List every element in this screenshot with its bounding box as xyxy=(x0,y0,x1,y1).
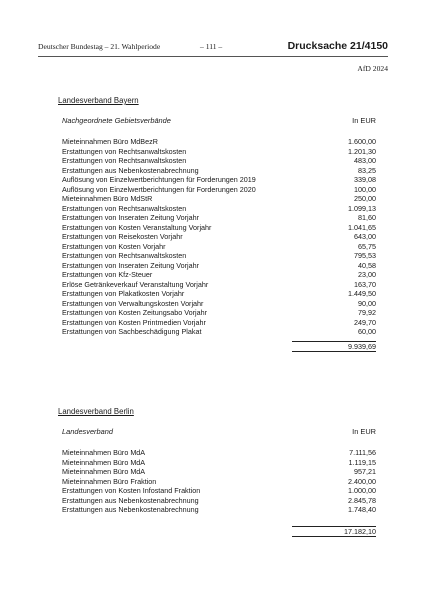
row-amount: 795,53 xyxy=(354,251,376,260)
table-row xyxy=(58,318,376,328)
row-label: Erstattungen von Kosten Zeitungsabo Vorjahr xyxy=(62,308,208,317)
table-row xyxy=(58,137,376,147)
table-row xyxy=(58,448,376,458)
table-row xyxy=(58,261,376,271)
row-amount: 1.041,65 xyxy=(348,222,376,232)
section-landesverband-bayern xyxy=(58,96,376,351)
table-row xyxy=(58,299,376,309)
table-row xyxy=(58,242,376,252)
row-label: Erstattungen von Kosten Vorjahr xyxy=(62,241,166,251)
table-row xyxy=(58,496,376,506)
total-rule-bottom xyxy=(292,351,376,352)
row-label: Erstattungen von Plakatkosten Vorjahr xyxy=(62,289,185,298)
row-amount: 483,00 xyxy=(354,156,376,165)
row-amount: 2.845,78 xyxy=(348,495,376,505)
row-amount: 249,70 xyxy=(354,317,376,327)
row-amount: 81,60 xyxy=(358,213,376,222)
row-amount: 957,21 xyxy=(354,467,376,476)
section-subheader xyxy=(58,427,376,437)
total-block xyxy=(58,337,376,351)
total-block xyxy=(58,515,376,536)
row-label: Erstattungen von Rechtsanwaltskosten xyxy=(62,251,187,260)
row-amount: 1.748,40 xyxy=(348,505,376,514)
row-label: Erlöse Getränkeverkauf Veranstaltung Vorjahr xyxy=(62,279,209,289)
header-document-number: Drucksache 21/4150 xyxy=(287,40,388,52)
header-publication: Deutscher Bundestag – 21. Wahlperiode xyxy=(38,42,161,51)
row-label: Erstattungen von Sachbeschädigung Plakat xyxy=(62,327,202,336)
row-amount: 79,92 xyxy=(358,308,376,317)
table-row xyxy=(58,194,376,204)
row-label: Erstattungen von Kfz-Steuer xyxy=(62,270,153,279)
row-amount: 163,70 xyxy=(354,279,376,289)
row-label: Erstattungen von Rechtsanwaltskosten xyxy=(62,156,187,165)
row-label: Erstattungen von Reisekosten Vorjahr xyxy=(62,232,183,241)
row-label: Erstattungen aus Nebenkostenabrechnung xyxy=(62,165,199,175)
row-label: Erstattungen von Kosten Infostand Fraktion xyxy=(62,486,201,495)
row-label: Mieteinnahmen Büro MdA xyxy=(62,467,146,476)
table-row xyxy=(58,270,376,280)
row-label: Mieteinnahmen Büro Fraktion xyxy=(62,476,157,486)
page-header xyxy=(38,40,388,54)
row-label: Mieteinnahmen Büro MdA xyxy=(62,457,146,467)
table-row xyxy=(58,477,376,487)
income-rows xyxy=(58,137,376,337)
row-label: Erstattungen von Rechtsanwaltskosten xyxy=(62,146,187,156)
row-amount: 1.000,00 xyxy=(348,486,376,495)
section-subtitle: Nachgeordnete Gebietsverbände xyxy=(62,116,171,125)
income-rows xyxy=(58,448,376,515)
section-total: 9.939,69 xyxy=(348,341,376,351)
row-amount: 40,58 xyxy=(358,260,376,270)
row-amount: 2.400,00 xyxy=(348,476,376,486)
currency-unit: In EUR xyxy=(352,116,376,125)
row-amount: 1.119,15 xyxy=(348,457,376,467)
section-total: 17.182,10 xyxy=(344,526,376,536)
section-landesverband-berlin xyxy=(58,407,376,536)
table-row xyxy=(58,308,376,318)
row-amount: 1.600,00 xyxy=(348,137,376,146)
row-label: Erstattungen von Inseraten Zeitung Vorjahr xyxy=(62,213,200,222)
row-amount: 339,08 xyxy=(354,175,376,184)
table-row xyxy=(58,213,376,223)
row-amount: 83,25 xyxy=(358,165,376,175)
row-amount: 1.449,50 xyxy=(348,289,376,298)
section-title: Landesverband Berlin xyxy=(58,407,134,416)
row-amount: 1.201,30 xyxy=(348,146,376,156)
row-label: Auflösung von Einzelwertberichtungen für Forderungen 2020 xyxy=(62,184,256,194)
table-row xyxy=(58,327,376,337)
row-label: Erstattungen aus Nebenkostenabrechnung xyxy=(62,495,199,505)
section-subtitle: Landesverband xyxy=(62,427,113,436)
row-amount: 65,75 xyxy=(358,241,376,251)
row-label: Erstattungen von Rechtsanwaltskosten xyxy=(62,203,187,213)
row-amount: 1.099,13 xyxy=(348,203,376,213)
table-row xyxy=(58,223,376,233)
header-divider xyxy=(38,56,388,57)
table-row xyxy=(58,185,376,195)
row-amount: 7.111,56 xyxy=(349,448,376,457)
row-amount: 643,00 xyxy=(354,232,376,241)
currency-unit: In EUR xyxy=(352,427,376,436)
row-label: Mieteinnahmen Büro MdStR xyxy=(62,194,153,203)
table-row xyxy=(58,467,376,477)
table-row xyxy=(58,251,376,261)
header-page-number: – 111 – xyxy=(200,42,223,51)
party-label: AfD 2024 xyxy=(357,64,388,73)
table-row xyxy=(58,175,376,185)
row-label: Erstattungen von Inseraten Zeitung Vorjahr xyxy=(62,260,200,270)
table-row xyxy=(58,505,376,515)
section-subheader xyxy=(58,116,376,126)
table-row xyxy=(58,147,376,157)
row-label: Mieteinnahmen Büro MdBezR xyxy=(62,137,158,146)
row-label: Erstattungen von Kosten Printmedien Vorjahr xyxy=(62,317,206,327)
row-amount: 90,00 xyxy=(358,298,376,308)
row-label: Erstattungen von Verwaltungskosten Vorjahr xyxy=(62,298,204,308)
row-amount: 250,00 xyxy=(354,194,376,203)
table-row xyxy=(58,280,376,290)
row-amount: 60,00 xyxy=(358,327,376,336)
table-row xyxy=(58,458,376,468)
row-label: Erstattungen aus Nebenkostenabrechnung xyxy=(62,505,199,514)
row-label: Mieteinnahmen Büro MdA xyxy=(62,448,146,457)
row-amount: 23,00 xyxy=(358,270,376,279)
row-amount: 100,00 xyxy=(354,184,376,194)
row-label: Auflösung von Einzelwertberichtungen für Forderungen 2019 xyxy=(62,175,256,184)
table-row xyxy=(58,486,376,496)
row-label: Erstattungen von Kosten Veranstaltung Vorjahr xyxy=(62,222,212,232)
table-row xyxy=(58,156,376,166)
table-row xyxy=(58,289,376,299)
section-title: Landesverband Bayern xyxy=(58,96,139,105)
total-rule-bottom xyxy=(292,536,376,537)
table-row xyxy=(58,204,376,214)
table-row xyxy=(58,232,376,242)
table-row xyxy=(58,166,376,176)
